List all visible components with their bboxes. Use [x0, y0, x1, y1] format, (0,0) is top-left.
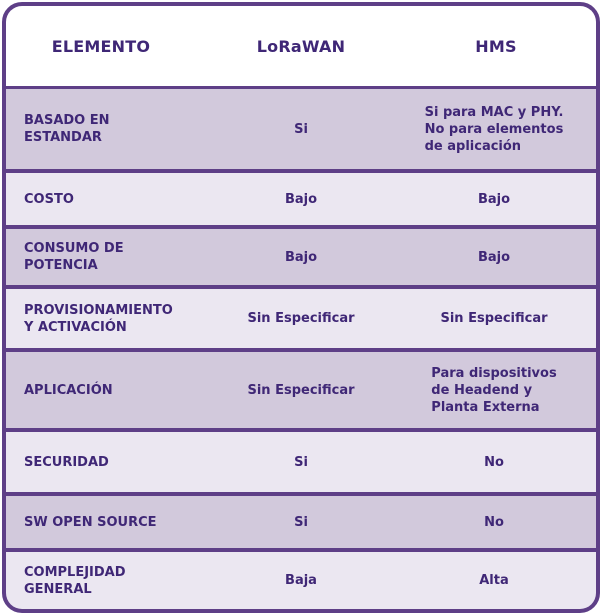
row-value-lorawan: Si	[294, 514, 308, 530]
cell-elemento	[24, 352, 224, 428]
cell-lorawan	[231, 229, 371, 285]
header-lorawan: LoRaWAN	[256, 36, 346, 56]
row-value-hms: No	[484, 514, 504, 530]
cell-elemento	[24, 432, 224, 492]
row-label: COSTO	[24, 191, 74, 207]
cell-hms	[404, 229, 584, 285]
cell-lorawan	[231, 552, 371, 609]
table-row	[6, 289, 596, 348]
table-header	[6, 6, 596, 86]
row-label: BASADO EN ESTANDAR	[24, 113, 110, 145]
row-value-lorawan: Si	[294, 121, 308, 137]
comparison-table	[2, 2, 600, 613]
table-row	[6, 229, 596, 285]
cell-lorawan	[231, 496, 371, 548]
row-value-lorawan: Baja	[285, 573, 317, 588]
row-value-lorawan: Bajo	[284, 191, 318, 207]
cell-elemento	[24, 89, 224, 169]
row-value-lorawan: Sin Especificar	[247, 311, 355, 326]
row-label: SECURIDAD	[24, 454, 109, 470]
cell-hms	[404, 352, 584, 428]
cell-elemento	[24, 552, 224, 609]
cell-lorawan	[231, 173, 371, 225]
table-row	[6, 352, 596, 428]
cell-hms	[404, 552, 584, 609]
row-value-lorawan: Bajo	[284, 249, 318, 265]
cell-elemento	[24, 496, 224, 548]
table-row	[6, 496, 596, 548]
cell-lorawan	[231, 432, 371, 492]
row-label: APLICACIÓN	[24, 382, 113, 398]
table-row	[6, 432, 596, 492]
cell-elemento	[24, 289, 224, 348]
table-row	[6, 173, 596, 225]
header-hms: HMS	[475, 36, 517, 56]
row-value-hms: Bajo	[477, 191, 511, 207]
header-elemento: ELEMENTO	[51, 36, 151, 56]
cell-elemento	[24, 173, 224, 225]
row-value-hms: Bajo	[477, 249, 511, 265]
row-label: COMPLEJIDAD GENERAL	[24, 564, 126, 597]
cell-hms	[404, 496, 584, 548]
row-value-hms: Sin Especificar	[440, 311, 548, 326]
row-value-hms: Si para MAC y PHY. No para elementos de aplicación	[424, 104, 564, 154]
cell-hms	[404, 89, 584, 169]
row-label: SW OPEN SOURCE	[24, 514, 157, 530]
row-value-hms: Para dispositivos de Headend y Planta Externa	[431, 365, 557, 415]
row-label: PROVISIONAMIENTO Y ACTIVACIÓN	[24, 302, 173, 335]
cell-hms	[404, 173, 584, 225]
cell-lorawan	[231, 352, 371, 428]
row-value-lorawan: Sin Especificar	[247, 382, 355, 398]
cell-elemento	[24, 229, 224, 285]
row-label: CONSUMO DE POTENCIA	[24, 241, 124, 273]
table-row	[6, 552, 596, 609]
cell-lorawan	[231, 289, 371, 348]
row-value-hms: Alta	[479, 573, 509, 588]
cell-hms	[404, 289, 584, 348]
row-value-hms: No	[484, 454, 504, 470]
cell-hms	[404, 432, 584, 492]
table-row	[6, 89, 596, 169]
cell-lorawan	[231, 89, 371, 169]
row-value-lorawan: Si	[294, 454, 308, 470]
